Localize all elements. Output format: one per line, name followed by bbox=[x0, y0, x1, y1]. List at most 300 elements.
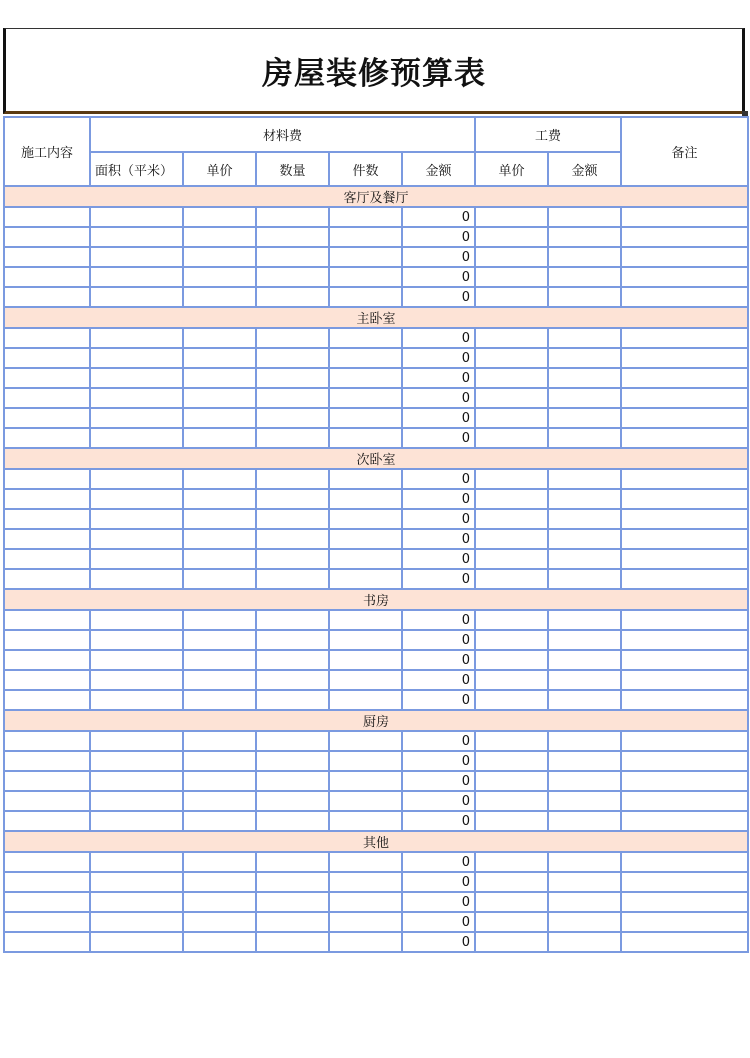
labor-unit-price-cell[interactable] bbox=[475, 408, 548, 428]
labor-amount-cell[interactable] bbox=[548, 791, 621, 811]
material-unit-price-cell[interactable] bbox=[183, 388, 256, 408]
remarks-cell[interactable] bbox=[621, 469, 748, 489]
work-content-cell[interactable] bbox=[4, 529, 90, 549]
quantity-cell[interactable] bbox=[256, 852, 329, 872]
material-amount-cell[interactable]: 0 bbox=[402, 368, 475, 388]
remarks-cell[interactable] bbox=[621, 751, 748, 771]
material-amount-cell[interactable]: 0 bbox=[402, 630, 475, 650]
remarks-cell[interactable] bbox=[621, 368, 748, 388]
work-content-cell[interactable] bbox=[4, 791, 90, 811]
work-content-cell[interactable] bbox=[4, 610, 90, 630]
section-title[interactable]: 主卧室 bbox=[4, 307, 748, 328]
pieces-cell[interactable] bbox=[329, 731, 402, 751]
work-content-cell[interactable] bbox=[4, 328, 90, 348]
quantity-cell[interactable] bbox=[256, 932, 329, 952]
area-cell[interactable] bbox=[90, 428, 183, 448]
header-labor-amount[interactable]: 金额 bbox=[548, 152, 621, 186]
pieces-cell[interactable] bbox=[329, 489, 402, 509]
work-content-cell[interactable] bbox=[4, 811, 90, 831]
quantity-cell[interactable] bbox=[256, 489, 329, 509]
material-unit-price-cell[interactable] bbox=[183, 469, 256, 489]
material-unit-price-cell[interactable] bbox=[183, 408, 256, 428]
pieces-cell[interactable] bbox=[329, 227, 402, 247]
material-amount-cell[interactable]: 0 bbox=[402, 610, 475, 630]
quantity-cell[interactable] bbox=[256, 610, 329, 630]
quantity-cell[interactable] bbox=[256, 227, 329, 247]
labor-unit-price-cell[interactable] bbox=[475, 892, 548, 912]
quantity-cell[interactable] bbox=[256, 247, 329, 267]
work-content-cell[interactable] bbox=[4, 852, 90, 872]
labor-unit-price-cell[interactable] bbox=[475, 670, 548, 690]
quantity-cell[interactable] bbox=[256, 690, 329, 710]
labor-unit-price-cell[interactable] bbox=[475, 428, 548, 448]
material-amount-cell[interactable]: 0 bbox=[402, 227, 475, 247]
labor-amount-cell[interactable] bbox=[548, 690, 621, 710]
material-amount-cell[interactable]: 0 bbox=[402, 469, 475, 489]
pieces-cell[interactable] bbox=[329, 569, 402, 589]
material-unit-price-cell[interactable] bbox=[183, 630, 256, 650]
labor-unit-price-cell[interactable] bbox=[475, 932, 548, 952]
labor-unit-price-cell[interactable] bbox=[475, 469, 548, 489]
material-unit-price-cell[interactable] bbox=[183, 650, 256, 670]
header-labor-group[interactable]: 工费 bbox=[475, 117, 621, 152]
material-unit-price-cell[interactable] bbox=[183, 428, 256, 448]
section-title[interactable]: 厨房 bbox=[4, 710, 748, 731]
remarks-cell[interactable] bbox=[621, 348, 748, 368]
work-content-cell[interactable] bbox=[4, 650, 90, 670]
labor-unit-price-cell[interactable] bbox=[475, 247, 548, 267]
labor-unit-price-cell[interactable] bbox=[475, 287, 548, 307]
remarks-cell[interactable] bbox=[621, 731, 748, 751]
pieces-cell[interactable] bbox=[329, 287, 402, 307]
pieces-cell[interactable] bbox=[329, 811, 402, 831]
labor-amount-cell[interactable] bbox=[548, 227, 621, 247]
work-content-cell[interactable] bbox=[4, 630, 90, 650]
material-amount-cell[interactable]: 0 bbox=[402, 751, 475, 771]
pieces-cell[interactable] bbox=[329, 892, 402, 912]
header-material-group[interactable]: 材料费 bbox=[90, 117, 475, 152]
area-cell[interactable] bbox=[90, 771, 183, 791]
material-amount-cell[interactable]: 0 bbox=[402, 932, 475, 952]
remarks-cell[interactable] bbox=[621, 408, 748, 428]
material-unit-price-cell[interactable] bbox=[183, 489, 256, 509]
material-unit-price-cell[interactable] bbox=[183, 509, 256, 529]
pieces-cell[interactable] bbox=[329, 690, 402, 710]
remarks-cell[interactable] bbox=[621, 489, 748, 509]
remarks-cell[interactable] bbox=[621, 267, 748, 287]
pieces-cell[interactable] bbox=[329, 751, 402, 771]
work-content-cell[interactable] bbox=[4, 207, 90, 227]
material-unit-price-cell[interactable] bbox=[183, 670, 256, 690]
quantity-cell[interactable] bbox=[256, 529, 329, 549]
area-cell[interactable] bbox=[90, 227, 183, 247]
remarks-cell[interactable] bbox=[621, 388, 748, 408]
labor-unit-price-cell[interactable] bbox=[475, 751, 548, 771]
section-title[interactable]: 客厅及餐厅 bbox=[4, 186, 748, 207]
labor-unit-price-cell[interactable] bbox=[475, 852, 548, 872]
labor-unit-price-cell[interactable] bbox=[475, 509, 548, 529]
pieces-cell[interactable] bbox=[329, 509, 402, 529]
area-cell[interactable] bbox=[90, 489, 183, 509]
material-amount-cell[interactable]: 0 bbox=[402, 852, 475, 872]
header-area[interactable]: 面积（平米） bbox=[90, 152, 183, 186]
work-content-cell[interactable] bbox=[4, 509, 90, 529]
work-content-cell[interactable] bbox=[4, 670, 90, 690]
labor-amount-cell[interactable] bbox=[548, 771, 621, 791]
material-unit-price-cell[interactable] bbox=[183, 207, 256, 227]
labor-amount-cell[interactable] bbox=[548, 569, 621, 589]
pieces-cell[interactable] bbox=[329, 247, 402, 267]
labor-unit-price-cell[interactable] bbox=[475, 872, 548, 892]
area-cell[interactable] bbox=[90, 731, 183, 751]
work-content-cell[interactable] bbox=[4, 388, 90, 408]
labor-amount-cell[interactable] bbox=[548, 872, 621, 892]
labor-amount-cell[interactable] bbox=[548, 912, 621, 932]
area-cell[interactable] bbox=[90, 287, 183, 307]
quantity-cell[interactable] bbox=[256, 408, 329, 428]
labor-amount-cell[interactable] bbox=[548, 489, 621, 509]
pieces-cell[interactable] bbox=[329, 872, 402, 892]
labor-amount-cell[interactable] bbox=[548, 811, 621, 831]
material-unit-price-cell[interactable] bbox=[183, 247, 256, 267]
quantity-cell[interactable] bbox=[256, 509, 329, 529]
material-amount-cell[interactable]: 0 bbox=[402, 872, 475, 892]
area-cell[interactable] bbox=[90, 932, 183, 952]
pieces-cell[interactable] bbox=[329, 267, 402, 287]
material-amount-cell[interactable]: 0 bbox=[402, 549, 475, 569]
material-unit-price-cell[interactable] bbox=[183, 267, 256, 287]
pieces-cell[interactable] bbox=[329, 670, 402, 690]
quantity-cell[interactable] bbox=[256, 731, 329, 751]
work-content-cell[interactable] bbox=[4, 287, 90, 307]
material-unit-price-cell[interactable] bbox=[183, 610, 256, 630]
pieces-cell[interactable] bbox=[329, 791, 402, 811]
pieces-cell[interactable] bbox=[329, 328, 402, 348]
quantity-cell[interactable] bbox=[256, 892, 329, 912]
area-cell[interactable] bbox=[90, 247, 183, 267]
quantity-cell[interactable] bbox=[256, 207, 329, 227]
labor-amount-cell[interactable] bbox=[548, 892, 621, 912]
labor-amount-cell[interactable] bbox=[548, 529, 621, 549]
labor-amount-cell[interactable] bbox=[548, 670, 621, 690]
pieces-cell[interactable] bbox=[329, 469, 402, 489]
material-amount-cell[interactable]: 0 bbox=[402, 509, 475, 529]
pieces-cell[interactable] bbox=[329, 610, 402, 630]
area-cell[interactable] bbox=[90, 892, 183, 912]
material-unit-price-cell[interactable] bbox=[183, 328, 256, 348]
work-content-cell[interactable] bbox=[4, 227, 90, 247]
pieces-cell[interactable] bbox=[329, 388, 402, 408]
material-unit-price-cell[interactable] bbox=[183, 912, 256, 932]
material-amount-cell[interactable]: 0 bbox=[402, 771, 475, 791]
material-amount-cell[interactable]: 0 bbox=[402, 247, 475, 267]
material-amount-cell[interactable]: 0 bbox=[402, 348, 475, 368]
material-amount-cell[interactable]: 0 bbox=[402, 569, 475, 589]
pieces-cell[interactable] bbox=[329, 771, 402, 791]
area-cell[interactable] bbox=[90, 207, 183, 227]
remarks-cell[interactable] bbox=[621, 811, 748, 831]
material-amount-cell[interactable]: 0 bbox=[402, 489, 475, 509]
labor-amount-cell[interactable] bbox=[548, 549, 621, 569]
material-amount-cell[interactable]: 0 bbox=[402, 912, 475, 932]
quantity-cell[interactable] bbox=[256, 872, 329, 892]
remarks-cell[interactable] bbox=[621, 428, 748, 448]
work-content-cell[interactable] bbox=[4, 428, 90, 448]
remarks-cell[interactable] bbox=[621, 630, 748, 650]
quantity-cell[interactable] bbox=[256, 287, 329, 307]
remarks-cell[interactable] bbox=[621, 207, 748, 227]
work-content-cell[interactable] bbox=[4, 569, 90, 589]
quantity-cell[interactable] bbox=[256, 811, 329, 831]
remarks-cell[interactable] bbox=[621, 690, 748, 710]
area-cell[interactable] bbox=[90, 509, 183, 529]
quantity-cell[interactable] bbox=[256, 751, 329, 771]
labor-amount-cell[interactable] bbox=[548, 509, 621, 529]
remarks-cell[interactable] bbox=[621, 247, 748, 267]
pieces-cell[interactable] bbox=[329, 368, 402, 388]
labor-amount-cell[interactable] bbox=[548, 751, 621, 771]
material-amount-cell[interactable]: 0 bbox=[402, 267, 475, 287]
labor-amount-cell[interactable] bbox=[548, 932, 621, 952]
quantity-cell[interactable] bbox=[256, 348, 329, 368]
area-cell[interactable] bbox=[90, 872, 183, 892]
pieces-cell[interactable] bbox=[329, 207, 402, 227]
pieces-cell[interactable] bbox=[329, 428, 402, 448]
work-content-cell[interactable] bbox=[4, 489, 90, 509]
pieces-cell[interactable] bbox=[329, 932, 402, 952]
remarks-cell[interactable] bbox=[621, 892, 748, 912]
material-amount-cell[interactable]: 0 bbox=[402, 811, 475, 831]
material-amount-cell[interactable]: 0 bbox=[402, 207, 475, 227]
material-unit-price-cell[interactable] bbox=[183, 932, 256, 952]
material-amount-cell[interactable]: 0 bbox=[402, 408, 475, 428]
labor-amount-cell[interactable] bbox=[548, 630, 621, 650]
labor-unit-price-cell[interactable] bbox=[475, 610, 548, 630]
quantity-cell[interactable] bbox=[256, 912, 329, 932]
labor-amount-cell[interactable] bbox=[548, 428, 621, 448]
work-content-cell[interactable] bbox=[4, 892, 90, 912]
area-cell[interactable] bbox=[90, 267, 183, 287]
remarks-cell[interactable] bbox=[621, 932, 748, 952]
section-title[interactable]: 次卧室 bbox=[4, 448, 748, 469]
section-title[interactable]: 其他 bbox=[4, 831, 748, 852]
labor-unit-price-cell[interactable] bbox=[475, 227, 548, 247]
labor-unit-price-cell[interactable] bbox=[475, 489, 548, 509]
work-content-cell[interactable] bbox=[4, 771, 90, 791]
labor-amount-cell[interactable] bbox=[548, 368, 621, 388]
quantity-cell[interactable] bbox=[256, 791, 329, 811]
remarks-cell[interactable] bbox=[621, 670, 748, 690]
labor-unit-price-cell[interactable] bbox=[475, 791, 548, 811]
area-cell[interactable] bbox=[90, 388, 183, 408]
area-cell[interactable] bbox=[90, 912, 183, 932]
section-title[interactable]: 书房 bbox=[4, 589, 748, 610]
remarks-cell[interactable] bbox=[621, 872, 748, 892]
area-cell[interactable] bbox=[90, 348, 183, 368]
labor-amount-cell[interactable] bbox=[548, 650, 621, 670]
pieces-cell[interactable] bbox=[329, 852, 402, 872]
pieces-cell[interactable] bbox=[329, 348, 402, 368]
material-unit-price-cell[interactable] bbox=[183, 811, 256, 831]
quantity-cell[interactable] bbox=[256, 388, 329, 408]
pieces-cell[interactable] bbox=[329, 408, 402, 428]
remarks-cell[interactable] bbox=[621, 227, 748, 247]
work-content-cell[interactable] bbox=[4, 872, 90, 892]
material-amount-cell[interactable]: 0 bbox=[402, 892, 475, 912]
remarks-cell[interactable] bbox=[621, 771, 748, 791]
labor-amount-cell[interactable] bbox=[548, 731, 621, 751]
pieces-cell[interactable] bbox=[329, 529, 402, 549]
quantity-cell[interactable] bbox=[256, 569, 329, 589]
labor-unit-price-cell[interactable] bbox=[475, 549, 548, 569]
labor-unit-price-cell[interactable] bbox=[475, 690, 548, 710]
material-unit-price-cell[interactable] bbox=[183, 227, 256, 247]
labor-amount-cell[interactable] bbox=[548, 408, 621, 428]
work-content-cell[interactable] bbox=[4, 751, 90, 771]
labor-unit-price-cell[interactable] bbox=[475, 388, 548, 408]
work-content-cell[interactable] bbox=[4, 731, 90, 751]
material-unit-price-cell[interactable] bbox=[183, 892, 256, 912]
material-unit-price-cell[interactable] bbox=[183, 549, 256, 569]
area-cell[interactable] bbox=[90, 610, 183, 630]
material-unit-price-cell[interactable] bbox=[183, 529, 256, 549]
material-unit-price-cell[interactable] bbox=[183, 348, 256, 368]
labor-unit-price-cell[interactable] bbox=[475, 207, 548, 227]
labor-unit-price-cell[interactable] bbox=[475, 348, 548, 368]
area-cell[interactable] bbox=[90, 368, 183, 388]
work-content-cell[interactable] bbox=[4, 690, 90, 710]
material-unit-price-cell[interactable] bbox=[183, 731, 256, 751]
remarks-cell[interactable] bbox=[621, 912, 748, 932]
work-content-cell[interactable] bbox=[4, 348, 90, 368]
remarks-cell[interactable] bbox=[621, 328, 748, 348]
labor-amount-cell[interactable] bbox=[548, 388, 621, 408]
labor-unit-price-cell[interactable] bbox=[475, 912, 548, 932]
remarks-cell[interactable] bbox=[621, 650, 748, 670]
material-unit-price-cell[interactable] bbox=[183, 872, 256, 892]
header-work-content[interactable]: 施工内容 bbox=[4, 117, 90, 186]
area-cell[interactable] bbox=[90, 549, 183, 569]
header-labor-unit-price[interactable]: 单价 bbox=[475, 152, 548, 186]
material-unit-price-cell[interactable] bbox=[183, 690, 256, 710]
material-amount-cell[interactable]: 0 bbox=[402, 650, 475, 670]
material-amount-cell[interactable]: 0 bbox=[402, 529, 475, 549]
work-content-cell[interactable] bbox=[4, 912, 90, 932]
material-unit-price-cell[interactable] bbox=[183, 791, 256, 811]
remarks-cell[interactable] bbox=[621, 852, 748, 872]
quantity-cell[interactable] bbox=[256, 650, 329, 670]
material-unit-price-cell[interactable] bbox=[183, 751, 256, 771]
remarks-cell[interactable] bbox=[621, 549, 748, 569]
area-cell[interactable] bbox=[90, 690, 183, 710]
labor-amount-cell[interactable] bbox=[548, 287, 621, 307]
header-quantity[interactable]: 数量 bbox=[256, 152, 329, 186]
quantity-cell[interactable] bbox=[256, 670, 329, 690]
material-amount-cell[interactable]: 0 bbox=[402, 690, 475, 710]
work-content-cell[interactable] bbox=[4, 267, 90, 287]
area-cell[interactable] bbox=[90, 852, 183, 872]
header-remarks[interactable]: 备注 bbox=[621, 117, 748, 186]
area-cell[interactable] bbox=[90, 791, 183, 811]
work-content-cell[interactable] bbox=[4, 932, 90, 952]
labor-unit-price-cell[interactable] bbox=[475, 630, 548, 650]
material-unit-price-cell[interactable] bbox=[183, 569, 256, 589]
labor-unit-price-cell[interactable] bbox=[475, 771, 548, 791]
material-unit-price-cell[interactable] bbox=[183, 852, 256, 872]
work-content-cell[interactable] bbox=[4, 549, 90, 569]
labor-amount-cell[interactable] bbox=[548, 610, 621, 630]
area-cell[interactable] bbox=[90, 811, 183, 831]
labor-amount-cell[interactable] bbox=[548, 348, 621, 368]
area-cell[interactable] bbox=[90, 569, 183, 589]
labor-unit-price-cell[interactable] bbox=[475, 731, 548, 751]
labor-amount-cell[interactable] bbox=[548, 852, 621, 872]
quantity-cell[interactable] bbox=[256, 428, 329, 448]
material-amount-cell[interactable]: 0 bbox=[402, 428, 475, 448]
material-unit-price-cell[interactable] bbox=[183, 771, 256, 791]
area-cell[interactable] bbox=[90, 469, 183, 489]
labor-unit-price-cell[interactable] bbox=[475, 529, 548, 549]
remarks-cell[interactable] bbox=[621, 610, 748, 630]
material-amount-cell[interactable]: 0 bbox=[402, 328, 475, 348]
material-amount-cell[interactable]: 0 bbox=[402, 791, 475, 811]
remarks-cell[interactable] bbox=[621, 509, 748, 529]
area-cell[interactable] bbox=[90, 408, 183, 428]
work-content-cell[interactable] bbox=[4, 469, 90, 489]
area-cell[interactable] bbox=[90, 650, 183, 670]
labor-unit-price-cell[interactable] bbox=[475, 650, 548, 670]
remarks-cell[interactable] bbox=[621, 791, 748, 811]
labor-unit-price-cell[interactable] bbox=[475, 267, 548, 287]
header-material-unit-price[interactable]: 单价 bbox=[183, 152, 256, 186]
material-amount-cell[interactable]: 0 bbox=[402, 731, 475, 751]
area-cell[interactable] bbox=[90, 328, 183, 348]
labor-amount-cell[interactable] bbox=[548, 328, 621, 348]
material-amount-cell[interactable]: 0 bbox=[402, 670, 475, 690]
work-content-cell[interactable] bbox=[4, 247, 90, 267]
work-content-cell[interactable] bbox=[4, 408, 90, 428]
pieces-cell[interactable] bbox=[329, 549, 402, 569]
labor-amount-cell[interactable] bbox=[548, 469, 621, 489]
quantity-cell[interactable] bbox=[256, 469, 329, 489]
labor-amount-cell[interactable] bbox=[548, 267, 621, 287]
labor-unit-price-cell[interactable] bbox=[475, 811, 548, 831]
quantity-cell[interactable] bbox=[256, 328, 329, 348]
pieces-cell[interactable] bbox=[329, 650, 402, 670]
material-amount-cell[interactable]: 0 bbox=[402, 287, 475, 307]
area-cell[interactable] bbox=[90, 751, 183, 771]
material-amount-cell[interactable]: 0 bbox=[402, 388, 475, 408]
labor-amount-cell[interactable] bbox=[548, 207, 621, 227]
material-unit-price-cell[interactable] bbox=[183, 287, 256, 307]
material-unit-price-cell[interactable] bbox=[183, 368, 256, 388]
area-cell[interactable] bbox=[90, 630, 183, 650]
title-cell[interactable] bbox=[3, 28, 745, 114]
quantity-cell[interactable] bbox=[256, 267, 329, 287]
quantity-cell[interactable] bbox=[256, 771, 329, 791]
pieces-cell[interactable] bbox=[329, 912, 402, 932]
area-cell[interactable] bbox=[90, 529, 183, 549]
remarks-cell[interactable] bbox=[621, 287, 748, 307]
header-pieces[interactable]: 件数 bbox=[329, 152, 402, 186]
quantity-cell[interactable] bbox=[256, 630, 329, 650]
pieces-cell[interactable] bbox=[329, 630, 402, 650]
quantity-cell[interactable] bbox=[256, 368, 329, 388]
header-material-amount[interactable]: 金额 bbox=[402, 152, 475, 186]
labor-unit-price-cell[interactable] bbox=[475, 569, 548, 589]
labor-amount-cell[interactable] bbox=[548, 247, 621, 267]
remarks-cell[interactable] bbox=[621, 569, 748, 589]
